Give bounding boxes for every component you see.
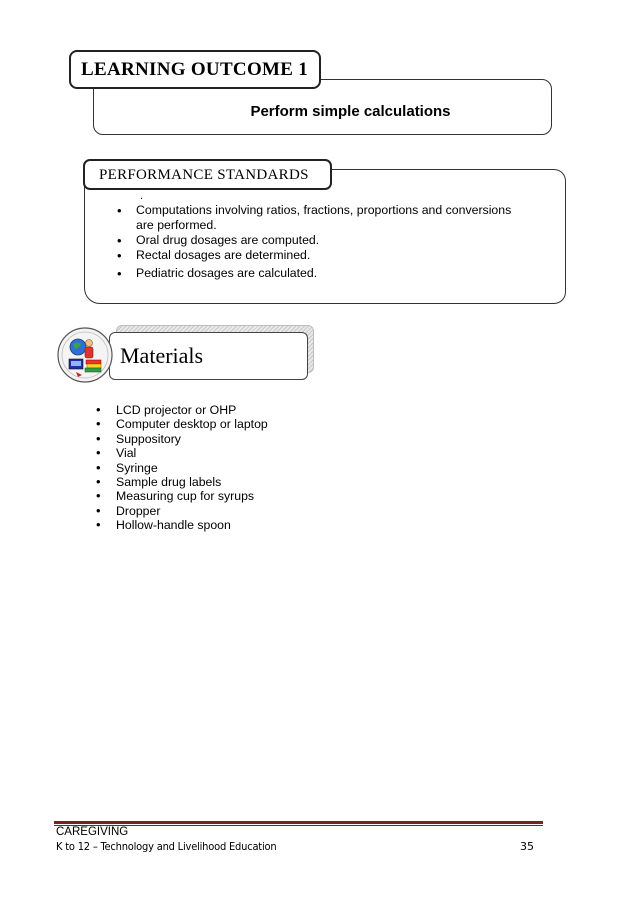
list-item: • Computations involving ratios, fractions, proportions and conversions are performed. xyxy=(110,203,530,233)
list-item: • Hollow-handle spoon xyxy=(92,518,268,532)
list-item: • Syringe xyxy=(92,461,268,475)
list-item: • LCD projector or OHP xyxy=(92,403,268,417)
list-item: • Oral drug dosages are computed. xyxy=(110,233,530,248)
learning-outcome-label: LEARNING OUTCOME 1 xyxy=(69,50,321,89)
learning-outcome-title: Perform simple calculations xyxy=(250,103,451,120)
list-item: • Dropper xyxy=(92,504,268,518)
footer-program: K to 12 – Technology and Livelihood Education xyxy=(56,840,277,853)
performance-standards-marker: . xyxy=(140,190,144,202)
list-item: • Vial xyxy=(92,446,268,460)
list-item: • Computer desktop or laptop xyxy=(92,417,268,431)
performance-standards-list xyxy=(110,203,530,281)
materials-icon xyxy=(56,326,114,384)
materials-list xyxy=(92,403,268,533)
learning-outcome-title-row xyxy=(93,103,552,120)
list-item: • Measuring cup for syrups xyxy=(92,489,268,503)
page-number: 35 xyxy=(520,840,534,853)
materials-header: Materials xyxy=(109,332,308,380)
performance-standards-label: PERFORMANCE STANDARDS xyxy=(83,159,332,190)
footer-subject: CAREGIVING xyxy=(56,826,129,838)
list-item: • Pediatric dosages are calculated. xyxy=(110,266,530,281)
footer-rule xyxy=(54,821,543,824)
list-item: • Suppository xyxy=(92,432,268,446)
list-item: • Sample drug labels xyxy=(92,475,268,489)
list-item: • Rectal dosages are determined. xyxy=(110,248,530,263)
